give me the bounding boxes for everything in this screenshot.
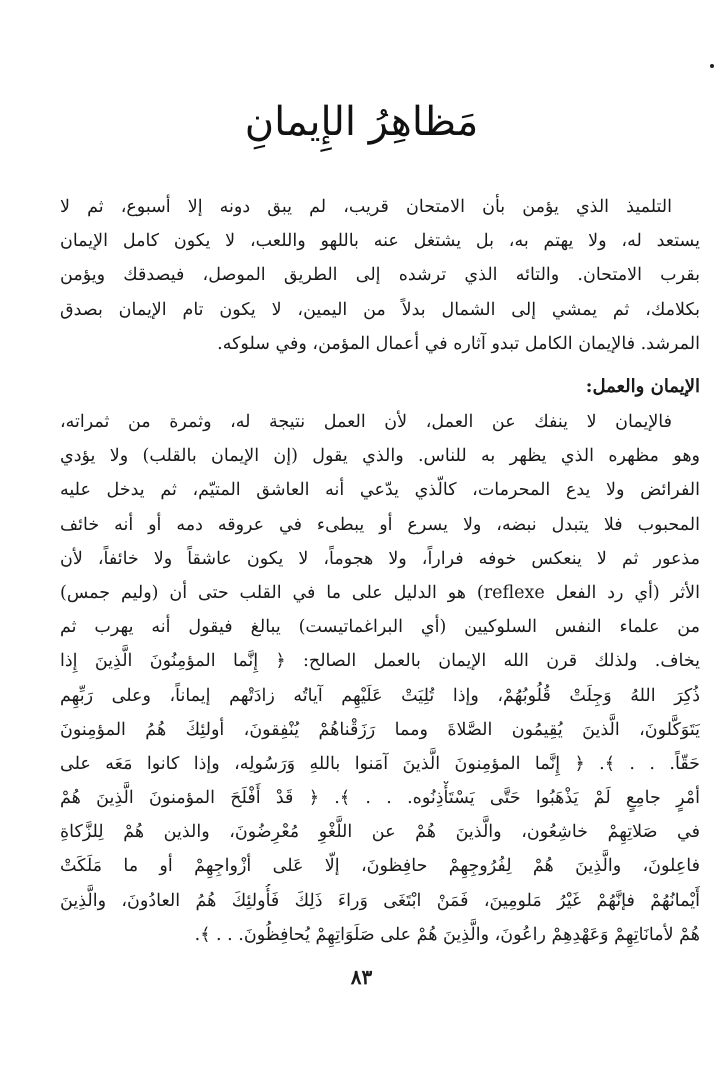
text-line: مذعور ثم لا ينعكس خوفه فراراً، ولا هجوماً، لا يكون عاشقاً ولا خائفاً، لأن [60,548,700,569]
text-line: ذُكِرَ اللهُ وَجِلَتْ قُلُوبُهُمْ، وإذا تُلِيَتْ عَلَيْهِم آياتُه زادَتْهم إيماناً، وعلى رَبِّهِم [60,685,700,706]
page-number: ٨٣ [350,965,373,989]
text-line: وهو مظهره الذي يظهر به للناس. والذي يقول (إن الإيمان بالقلب) ولا يؤدي [60,446,700,467]
text-line: الأثر (أي رد الفعل reflexe) هو الدليل على ما في القلب حتى أن (وليم جمس) [60,582,700,603]
text-line: فاعِلونَ، والَّذِينَ هُمْ لِفُرُوجِهِمْ حافِظونَ، إلّا عَلى أزْواجِهِمْ أو ما مَلَكَتْ [60,856,700,877]
text-line: المحبوب فلا يتبدل نبضه، ولا يسرع أو يبطىء في عروقه دمه أو أنه خائف [60,514,700,535]
text-line: هُمْ لأمانَاتِهِمْ وَعَهْدِهِمْ راعُونَ، والَّذِينَ هُمْ على صَلَوَاتِهِمْ يُحافِظُونَ. . . ﴾. [194,924,700,945]
text-line: يخاف. ولذلك قرن الله الإيمان بالعمل الصالح: ﴿ إِنَّما المؤمِنُونَ الَّذِينَ إِذا [60,651,700,672]
text-line: أمْرٍ جامِعٍ لَمْ يَذْهَبُوا حَتَّى يَسْتَأْذِنُوه. . . ﴾. ﴿ قَدْ أَفْلَحَ المؤمنونَ الَّذِينَ هُمْ [60,788,700,809]
text-line: في صَلاتِهِمْ خاشِعُون، والَّذينَ هُمْ عن اللَّغْوِ مُعْرِضُونَ، والذين هُمْ لِلزَّكاةِ [60,822,700,843]
text-line: من علماء النفس السلوكيين (أي البراغماتيست) يبالغ فيقول أنه يهرب ثم [60,617,700,638]
text-line: يستعد له، ولا يهتم به، بل يشتغل عنه باللهو واللعب، لا يكون كامل الإيمان [60,231,700,252]
text-line: يَتَوَكَّلونَ، الَّذينَ يُقِيمُون الصَّلاةَ ومما رَزَقْناهُمْ يُنْفِقونَ، أولئِكَ هُمُ المؤمِنونَ [60,719,700,740]
body-paragraph [60,405,700,952]
text-line: فالإيمان لا ينفك عن العمل، لأن العمل نتيجة له، وثمرة من ثمراته، [60,412,672,432]
text-line: المرشد. فالإيمان الكامل تبدو آثاره في أعمال المؤمن، وفي سلوكه. [217,333,700,354]
text-line: حَقّاً. . . ﴾. ﴿ إِنَّما المؤمِنونَ الَّذينَ آمَنوا باللهِ وَرَسُولِه، وإذا كانوا مَعَه على [60,753,700,774]
text-line: التلميذ الذي يؤمن بأن الامتحان قريب، لم يبق دونه إلا أسبوع، ثم لا [60,197,672,217]
margin-dot [710,64,714,68]
intro-paragraph [60,190,700,361]
text-line: أَيْمانُهُمْ فإنَّهُمْ غَيْرُ مَلومِينَ، فَمَنْ ابْتَغَى وَراءَ ذَلِكَ فَأُولئِكَ هُمُ العادُونَ، والَّذِينَ [60,890,700,911]
chapter-title: مَظاهِرُ الإِيمانِ [244,99,479,145]
section-heading: الإيمان والعمل: [585,376,700,397]
text-line: بقرب الامتحان. والتائه الذي ترشده إلى الطريق الموصل، فيصدقك ويؤمن [60,265,700,286]
text-line: بكلامك، ثم يمشي إلى الشمال بدلاً من اليمين، لا يكون تام الإيمان بصدق [60,299,700,320]
text-line: الفرائض ولا يدع المحرمات، كالّذي يدّعي أنه العاشق المتيّم، ثم يدخل عليه [60,480,700,501]
